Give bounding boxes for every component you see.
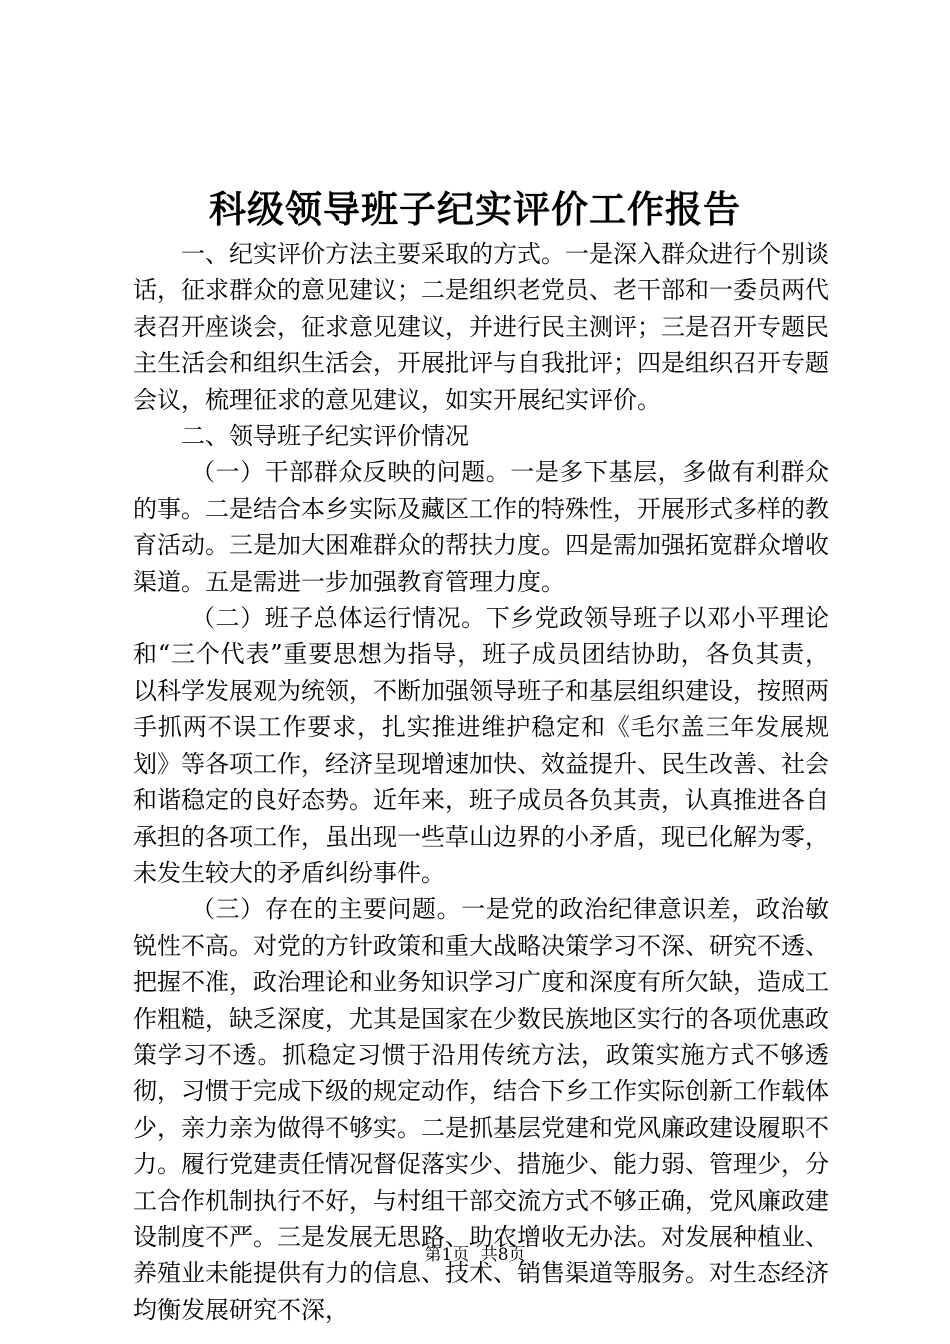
page-total: 共8页 bbox=[480, 1245, 526, 1265]
document-body bbox=[133, 236, 829, 1328]
paragraph-main-problems: （三）存在的主要问题。一是党的政治纪律意识差，政治敏锐性不高。对党的方针政策和重大战略决策学习不深、研究不透、把握不准，政治理论和业务知识学习广度和深度有所欠缺，造成工作粗糙，缺乏深度，尤其是国家在少数民族地区实行的各项优惠政策学习不透。抓稳定习惯于沿用传统方法，政策实施方式不够透彻，习惯于完成下级的规定动作，结合下乡工作实际创新工作载体少，亲力亲为做得不够实。二是抓基层党建和党风廉政建设履职不力。履行党建责任情况督促落实少、措施少、能力弱、管理少，分工合作机制执行不好，与村组干部交流方式不够正确，党风廉政建设制度不严。三是发展无思路、助农增收无办法。对发展种植业、养殖业未能提供有力的信息、技术、销售渠道等服务。对生态经济均衡发展研究不深， bbox=[133, 895, 829, 1324]
paragraph-feedback-issues: （一）干部群众反映的问题。一是多下基层，多做有利群众的事。二是结合本乡实际及藏区工作的特殊性，开展形式多样的教育活动。三是加大困难群众的帮扶力度。四是需加强拓宽群众增收渠道。五是需进一步加强教育管理力度。 bbox=[133, 458, 829, 596]
page-footer bbox=[0, 1243, 950, 1267]
paragraph-section-heading: 二、领导班子纪实评价情况 bbox=[181, 422, 469, 451]
page-number: 第1页 bbox=[424, 1245, 470, 1265]
document-title: 科级领导班子纪实评价工作报告 bbox=[209, 187, 741, 231]
paragraph-methods: 一、纪实评价方法主要采取的方式。一是深入群众进行个别谈话，征求群众的意见建议；二是组织老党员、老干部和一委员两代表召开座谈会，征求意见建议，并进行民主测评；三是召开专题民主生活会和组织生活会，开展批评与自我批评；四是组织召开专题会议，梳理征求的意见建议，如实开展纪实评价。 bbox=[133, 240, 829, 414]
paragraph-overall-operation: （二）班子总体运行情况。下乡党政领导班子以邓小平理论和“三个代表”重要思想为指导，班子成员团结协助，各负其责，以科学发展观为统领，不断加强领导班子和基层组织建设，按照两手抓两不误工作要求，扎实推进维护稳定和《毛尔盖三年发展规划》等各项工作，经济呈现增速加快、效益提升、民生改善、社会和谐稳定的良好态势。近年来，班子成员各负其责，认真推进各自承担的各项工作，虽出现一些草山边界的小矛盾，现已化解为零，未发生较大的矛盾纠纷事件。 bbox=[133, 604, 829, 887]
